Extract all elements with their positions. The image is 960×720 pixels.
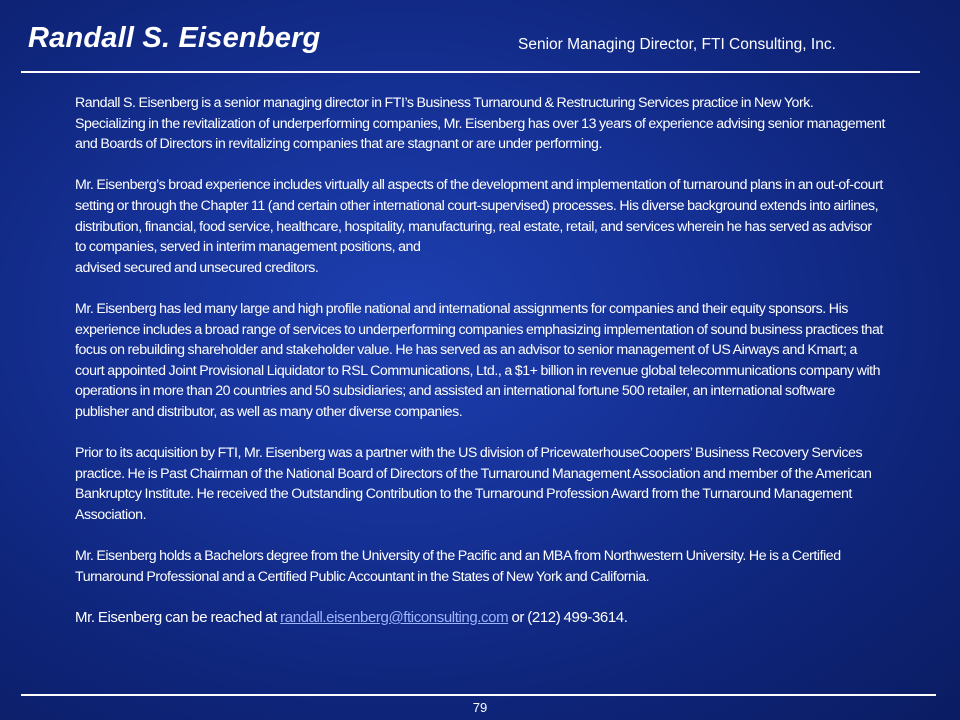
bio-paragraph-2 (75, 175, 885, 278)
page-number: 79 (472, 700, 488, 715)
bio-text (75, 93, 885, 649)
bottom-divider (21, 694, 936, 696)
page-title: Randall S. Eisenberg (28, 22, 321, 54)
bio-paragraph-5: Mr. Eisenberg holds a Bachelors degree from the University of the Pacific and an MBA from Northwestern University. He is a Certified Turnaround Professional and a Certified Public Accountant in the States of New York and California. (75, 548, 841, 585)
bio-paragraph-4: Prior to its acquisition by FTI, Mr. Eisenberg was a partner with the US division of PricewaterhouseCoopers’ Business Recovery Services practice. He is Past Chairman of the National Board of Directors of the Turnaround Management Association and member of the American Bankruptcy Institute. He received the Outstanding Contribution to the Turnaround Profession Award from the Turnaround Management Association. (75, 445, 872, 523)
email-link[interactable]: randall.eisenberg@fticonsulting.com (280, 608, 509, 626)
page-subtitle: Senior Managing Director, FTI Consulting, Inc. (518, 36, 836, 53)
bio-paragraph-1: Randall S. Eisenberg is a senior managing director in FTI’s Business Turnaround & Restructuring Services practice in New York. Specializing in the revitalization of underperforming companies, Mr. Eisenberg has over 13 years of experience advising senior management and Boards of Directors in revitalizing companies that are stagnant or are under performing. (75, 95, 885, 153)
bio-paragraph-2-tail: advised secured and unsecured creditors. (75, 259, 319, 276)
contact-suffix: or (212) 499-3614. (508, 608, 628, 626)
bio-paragraph-2-main: Mr. Eisenberg’s broad experience includes virtually all aspects of the development and implementation of turnaround plans in an out-of-court setting or through the Chapter 11 (and certain other international court-supervised) processes. His diverse background extends into airlines, distribution, financial, food service, healthcare, hospitality, manufacturing, real estate, retail, and services wherein he has served as advisor to companies, served in interim management positions, and (75, 177, 883, 256)
contact-line (75, 608, 885, 629)
bio-paragraph-3: Mr. Eisenberg has led many large and high profile national and international assignments for companies and their equity sponsors. His experience includes a broad range of services to underperforming companies emphasizing implementation of sound business practices that focus on rebuilding shareholder and stakeholder value. He has served as an advisor to senior management of US Airways and Kmart; a court appointed Joint Provisional Liquidator to RSL Communications, Ltd., a $1+ billion in revenue global telecommunications company with operations in more than 20 countries and 50 subsidiaries; and assisted an international fortune 500 retailer, an international software publisher and distributor, as well as many other diverse companies. (75, 300, 883, 420)
slide-header (0, 0, 960, 75)
top-divider (21, 71, 920, 73)
contact-prefix: Mr. Eisenberg can be reached at (75, 608, 281, 626)
